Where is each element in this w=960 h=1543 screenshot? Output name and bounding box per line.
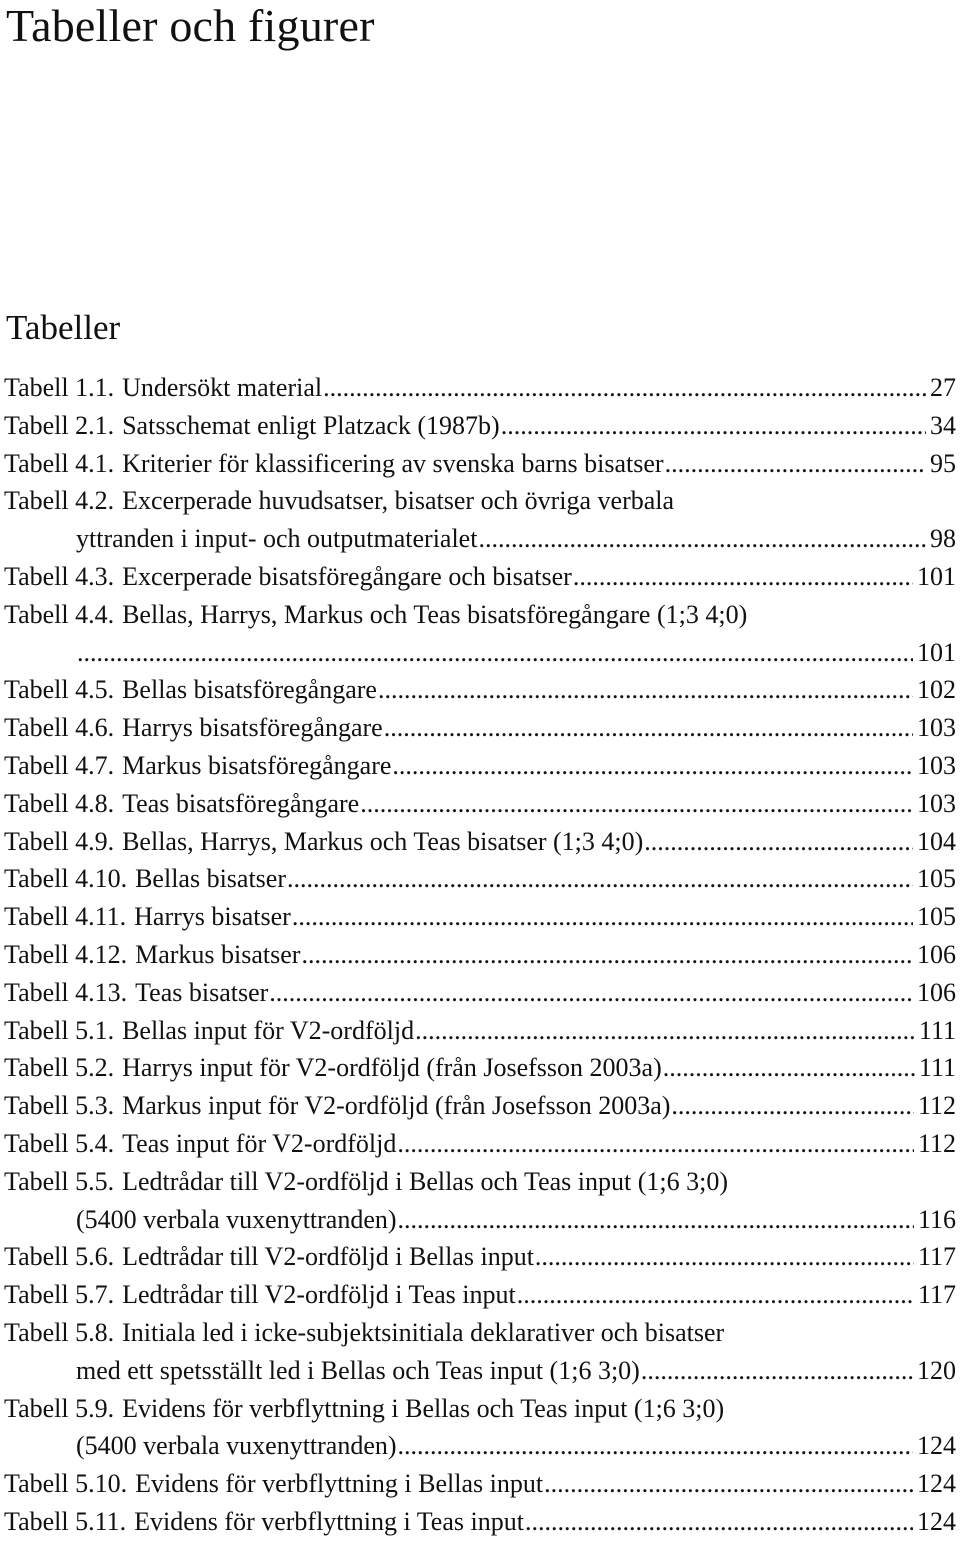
toc-entry[interactable] <box>4 1125 956 1163</box>
toc-entry-line <box>4 823 956 861</box>
toc-entry-title: Markus input för V2-ordföljd (från Josefsson 2003a) <box>122 1091 671 1121</box>
toc-entry-page: 111 <box>918 1053 956 1083</box>
toc-entry-line <box>4 596 956 634</box>
toc-entry[interactable] <box>4 747 956 785</box>
toc-entry[interactable] <box>4 1163 956 1239</box>
toc-entry-title: Markus bisatsföregångare <box>122 750 392 780</box>
dot-leader <box>478 520 926 558</box>
dot-leader <box>269 974 913 1012</box>
toc-entry-line <box>4 1314 956 1352</box>
dot-leader <box>544 1465 913 1503</box>
toc-entry-title: Evidens för verbflyttning i Teas input <box>134 1506 524 1536</box>
page-title: Tabeller och figurer <box>6 0 375 51</box>
toc-entry-page: 101 <box>917 637 956 667</box>
toc-entry-label: Tabell 5.8. <box>4 1317 115 1347</box>
toc-entry-line <box>4 1238 956 1276</box>
toc-entry-title: Harrys bisatser <box>134 902 291 932</box>
toc-entry[interactable] <box>4 558 956 596</box>
dot-leader <box>573 558 913 596</box>
dot-leader <box>501 407 926 445</box>
toc-entry-page: 103 <box>917 750 956 780</box>
toc-entry[interactable] <box>4 1012 956 1050</box>
toc-entry-title: Evidens för verbflyttning i Bellas och Teas input (1;6 3;0) <box>122 1393 725 1423</box>
dot-leader <box>398 1201 914 1239</box>
toc-entry-label: Tabell 1.1. <box>4 373 115 402</box>
toc-entry-line <box>4 1125 956 1163</box>
toc-entry-title: Bellas bisatsföregångare <box>122 675 377 705</box>
toc-entry-title-continued: (5400 verbala vuxenyttranden) <box>76 1431 397 1461</box>
toc-entry-label: Tabell 5.10. <box>4 1469 128 1499</box>
toc-entry-line <box>4 1012 956 1050</box>
toc-entry-title: Excerperade bisatsföregångare och bisatser <box>122 561 572 591</box>
table-of-tables <box>4 369 956 1541</box>
toc-entry-line <box>4 860 956 898</box>
toc-entry-title: Teas bisatsföregångare <box>122 788 360 818</box>
toc-entry[interactable] <box>4 1238 956 1276</box>
toc-entry-title-continued: med ett spetsställt led i Bellas och Teas input (1;6 3;0) <box>76 1355 640 1385</box>
dot-leader <box>415 1012 915 1050</box>
toc-entry-title-continued: yttranden i input- och outputmaterialet <box>76 524 478 554</box>
section-heading-tabeller: Tabeller <box>6 308 121 347</box>
toc-entry[interactable] <box>4 1503 956 1541</box>
toc-entry-title: Harrys input för V2-ordföljd (från Josefsson 2003a) <box>122 1053 662 1083</box>
toc-entry-label: Tabell 4.10. <box>4 864 128 894</box>
dot-leader <box>641 1352 913 1390</box>
toc-entry-label: Tabell 5.7. <box>4 1280 115 1310</box>
toc-entry-line <box>4 898 956 936</box>
toc-entry-title: Harrys bisatsföregångare <box>122 713 383 743</box>
dot-leader <box>287 860 913 898</box>
toc-entry-page: 101 <box>917 561 956 591</box>
dot-leader <box>525 1503 913 1541</box>
dot-leader <box>384 709 913 747</box>
toc-entry-title: Undersökt material <box>122 373 323 402</box>
toc-entry-label: Tabell 5.4. <box>4 1128 115 1158</box>
toc-entry-page: 103 <box>917 713 956 743</box>
toc-entry-page: 111 <box>918 1015 956 1045</box>
dot-leader <box>671 1087 914 1125</box>
toc-entry-title-continued: (5400 verbala vuxenyttranden) <box>76 1204 397 1234</box>
dot-leader <box>292 898 913 936</box>
toc-entry-title: Kriterier för klassificering av svenska barns bisatser <box>122 448 664 478</box>
toc-entry-page: 106 <box>917 977 956 1007</box>
toc-entry-line <box>4 1465 956 1503</box>
toc-entry[interactable] <box>4 1314 956 1390</box>
toc-entry-label: Tabell 5.11. <box>4 1506 127 1536</box>
toc-entry-page: 117 <box>917 1280 956 1310</box>
toc-entry-line <box>4 1390 956 1428</box>
toc-entry-line <box>4 1049 956 1087</box>
toc-entry-line <box>4 1087 956 1125</box>
toc-entry-title: Teas bisatser <box>135 977 269 1007</box>
toc-entry-label: Tabell 4.9. <box>4 826 115 856</box>
toc-entry-label: Tabell 4.5. <box>4 675 115 705</box>
toc-entry-page: 103 <box>917 788 956 818</box>
toc-entry-page: 27 <box>930 373 956 402</box>
toc-entry-label: Tabell 5.2. <box>4 1053 115 1083</box>
toc-entry-page: 112 <box>917 1091 956 1121</box>
toc-entry-label: Tabell 5.5. <box>4 1166 115 1196</box>
toc-entry[interactable] <box>4 898 956 936</box>
toc-entry-page: 106 <box>917 939 956 969</box>
toc-entry-line <box>4 1163 956 1201</box>
toc-entry[interactable] <box>4 1390 956 1466</box>
dot-leader <box>378 671 913 709</box>
toc-entry-title: Teas input för V2-ordföljd <box>122 1128 397 1158</box>
toc-entry-line <box>4 482 956 520</box>
toc-entry[interactable] <box>4 407 956 445</box>
dot-leader <box>665 445 926 483</box>
toc-entry-line <box>4 445 956 483</box>
toc-entry-title: Ledtrådar till V2-ordföljd i Bellas och Teas input (1;6 3;0) <box>122 1166 729 1196</box>
toc-entry[interactable] <box>4 445 956 483</box>
dot-leader <box>517 1276 914 1314</box>
toc-entry-title: Ledtrådar till V2-ordföljd i Teas input <box>122 1280 516 1310</box>
toc-entry-line <box>4 369 956 407</box>
toc-entry-page: 112 <box>917 1128 956 1158</box>
dot-leader <box>397 1125 914 1163</box>
toc-entry-title: Bellas bisatser <box>135 864 287 894</box>
toc-entry-title: Bellas input för V2-ordföljd <box>122 1015 415 1045</box>
toc-entry-line <box>4 1503 956 1541</box>
toc-entry-line <box>4 747 956 785</box>
dot-leader <box>323 369 926 407</box>
toc-entry-page: 105 <box>917 864 956 894</box>
toc-entry-line <box>4 974 956 1012</box>
dot-leader <box>663 1049 915 1087</box>
toc-entry-title: Initiala led i icke-subjektsinitiala deklarativer och bisatser <box>122 1317 725 1347</box>
toc-entry-title: Markus bisatser <box>135 939 301 969</box>
toc-entry-page: 102 <box>917 675 956 705</box>
dot-leader <box>77 634 913 672</box>
toc-entry-page: 117 <box>917 1242 956 1272</box>
dot-leader <box>360 785 913 823</box>
toc-entry[interactable] <box>4 1049 956 1087</box>
dot-leader <box>644 823 913 861</box>
toc-entry-title: Ledtrådar till V2-ordföljd i Bellas input <box>122 1242 534 1272</box>
toc-entry-label: Tabell 4.11. <box>4 902 127 932</box>
toc-entry-page: 95 <box>930 448 956 478</box>
toc-entry-label: Tabell 2.1. <box>4 410 115 440</box>
toc-entry-label: Tabell 5.3. <box>4 1091 115 1121</box>
toc-entry-title: Satsschemat enligt Platzack (1987b) <box>122 410 500 440</box>
toc-entry-page: 124 <box>917 1469 956 1499</box>
toc-entry[interactable] <box>4 1465 956 1503</box>
toc-entry-label: Tabell 4.2. <box>4 486 115 516</box>
toc-entry-line <box>4 936 956 974</box>
toc-entry[interactable] <box>4 860 956 898</box>
toc-entry-line <box>4 785 956 823</box>
toc-entry-label: Tabell 4.3. <box>4 561 115 591</box>
dot-leader <box>535 1238 914 1276</box>
toc-entry-page: 124 <box>917 1506 956 1536</box>
toc-entry-line <box>4 709 956 747</box>
toc-entry-page: 105 <box>917 902 956 932</box>
toc-entry-label: Tabell 4.8. <box>4 788 115 818</box>
toc-entry-continuation-line <box>4 520 956 558</box>
toc-entry-page: 116 <box>917 1204 956 1234</box>
toc-entry-label: Tabell 4.7. <box>4 750 115 780</box>
toc-entry-continuation-line <box>4 1352 956 1390</box>
toc-entry[interactable] <box>4 785 956 823</box>
toc-entry-label: Tabell 5.1. <box>4 1015 115 1045</box>
toc-entry-continuation-line <box>4 1201 956 1239</box>
toc-entry[interactable] <box>4 369 956 407</box>
toc-entry[interactable] <box>4 1276 956 1314</box>
toc-entry-line <box>4 558 956 596</box>
toc-entry-continuation-line <box>4 634 956 672</box>
toc-entry[interactable] <box>4 709 956 747</box>
toc-entry-page: 120 <box>917 1355 956 1385</box>
dot-leader <box>301 936 913 974</box>
toc-entry[interactable] <box>4 974 956 1012</box>
toc-entry-line <box>4 407 956 445</box>
toc-entry-label: Tabell 4.1. <box>4 448 115 478</box>
toc-entry-page: 98 <box>930 524 956 554</box>
dot-leader <box>398 1427 913 1465</box>
toc-entry-label: Tabell 4.13. <box>4 977 128 1007</box>
toc-entry[interactable] <box>4 671 956 709</box>
toc-entry-line <box>4 1276 956 1314</box>
toc-entry-line <box>4 671 956 709</box>
toc-entry-label: Tabell 4.12. <box>4 939 128 969</box>
toc-entry[interactable] <box>4 482 956 558</box>
toc-entry[interactable] <box>4 1087 956 1125</box>
toc-entry-page: 104 <box>917 826 956 856</box>
toc-entry-page: 124 <box>917 1431 956 1461</box>
toc-entry-label: Tabell 4.4. <box>4 599 115 629</box>
toc-entry-label: Tabell 4.6. <box>4 713 115 743</box>
toc-entry[interactable] <box>4 936 956 974</box>
toc-entry-title: Bellas, Harrys, Markus och Teas bisatsföregångare (1;3 4;0) <box>122 599 748 629</box>
toc-entry-continuation-line <box>4 1427 956 1465</box>
toc-entry-title: Excerperade huvudsatser, bisatser och övriga verbala <box>122 486 675 516</box>
dot-leader <box>392 747 913 785</box>
toc-entry-label: Tabell 5.6. <box>4 1242 115 1272</box>
toc-entry-page: 34 <box>930 410 956 440</box>
toc-entry-title: Bellas, Harrys, Markus och Teas bisatser (1;3 4;0) <box>122 826 644 856</box>
toc-entry-label: Tabell 5.9. <box>4 1393 115 1423</box>
toc-entry-title: Evidens för verbflyttning i Bellas input <box>135 1469 544 1499</box>
toc-entry[interactable] <box>4 596 956 672</box>
toc-entry[interactable] <box>4 823 956 861</box>
